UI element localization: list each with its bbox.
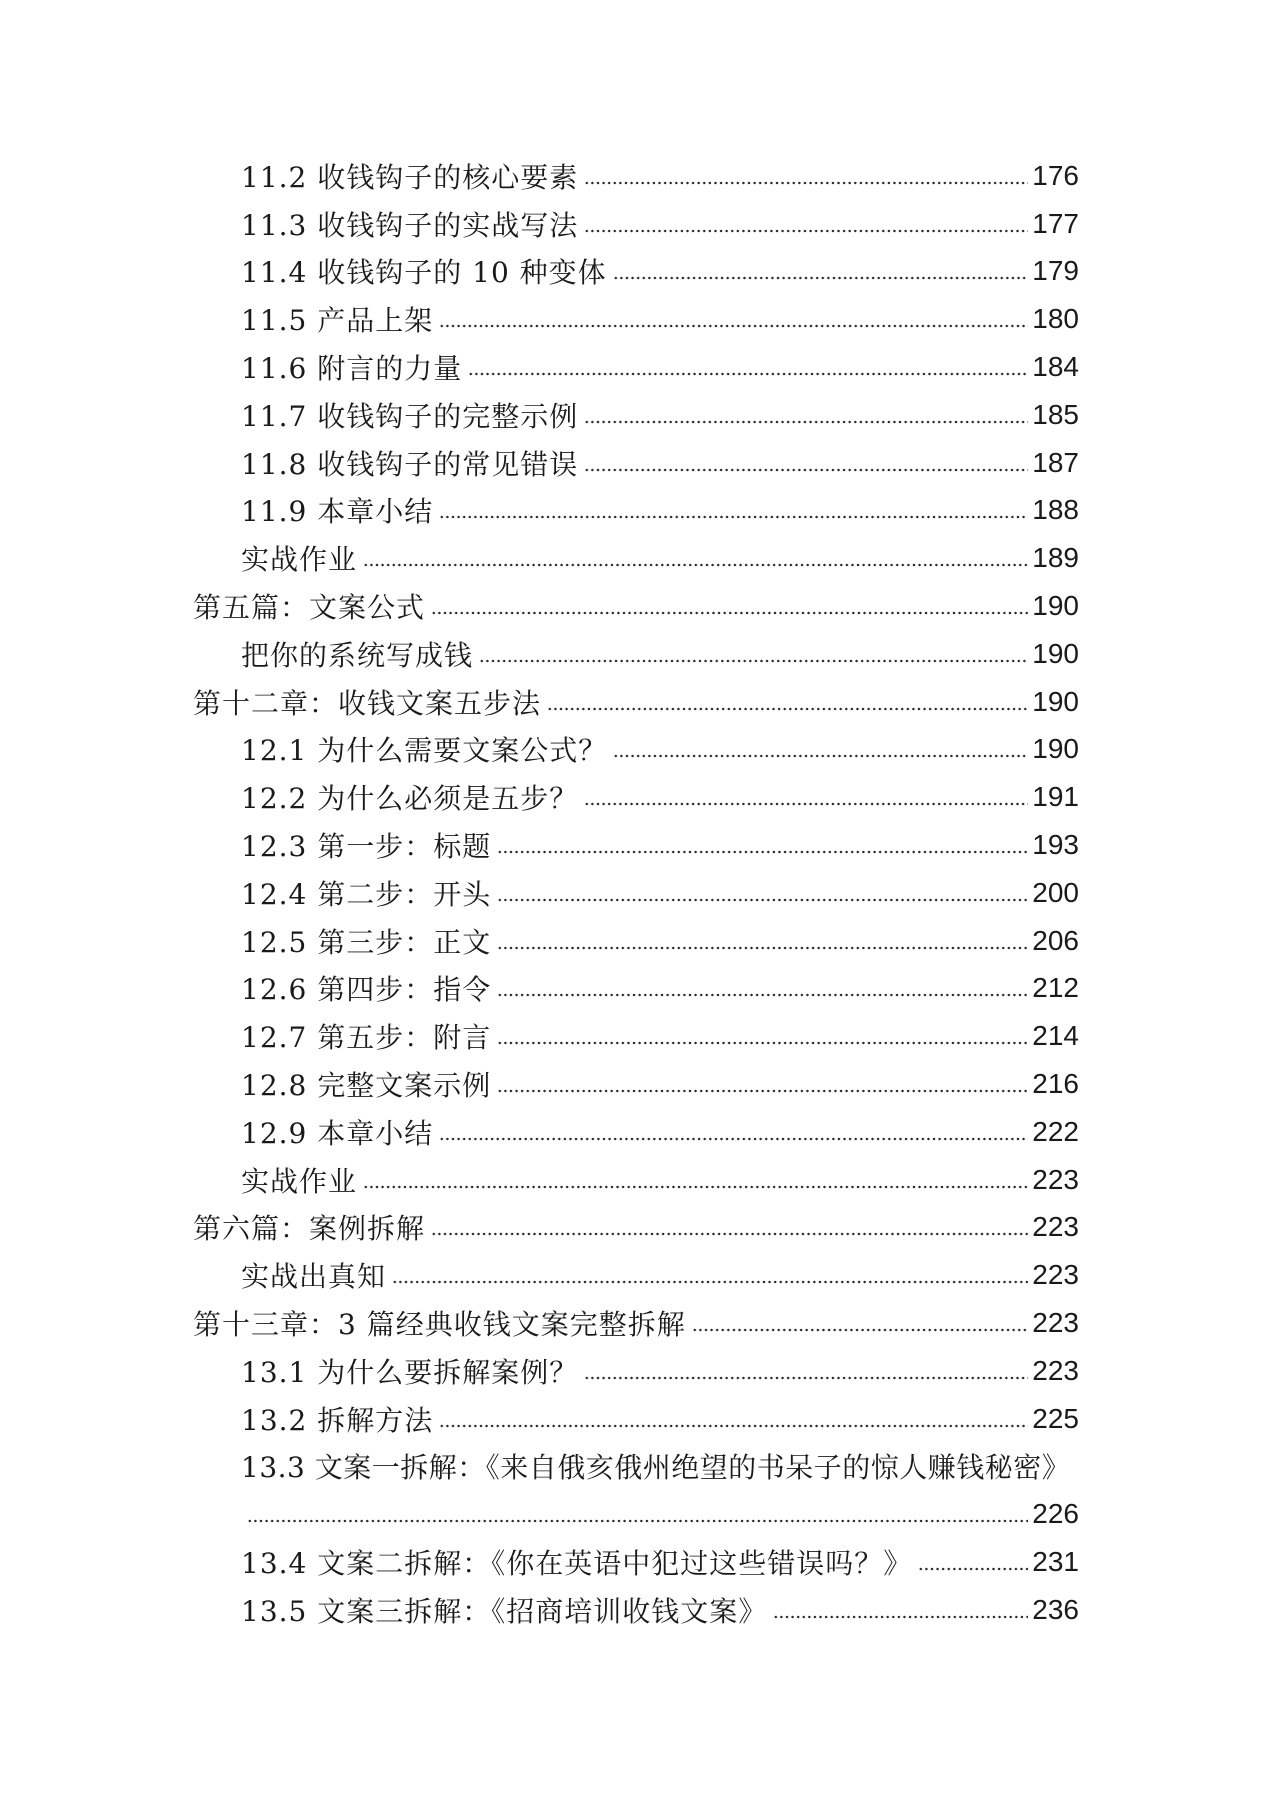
toc-entry-page-number: 190 bbox=[1032, 590, 1079, 622]
toc-entry-line bbox=[241, 1586, 1079, 1634]
toc-entry-line bbox=[241, 1443, 1079, 1491]
toc-entry[interactable] bbox=[0, 248, 1273, 296]
toc-entry[interactable] bbox=[0, 1443, 1273, 1539]
toc-entry[interactable] bbox=[0, 630, 1273, 678]
toc-entry[interactable] bbox=[0, 534, 1273, 582]
toc-entry-title: 11.8 收钱钩子的常见错误 bbox=[241, 447, 579, 481]
dot-leader bbox=[479, 659, 1028, 663]
toc-entry-page-number: 212 bbox=[1032, 972, 1079, 1004]
toc-entry-line bbox=[241, 200, 1079, 248]
dot-leader bbox=[439, 515, 1028, 519]
dot-leader bbox=[497, 946, 1028, 950]
toc-entry-title: 12.2 为什么必须是五步？ bbox=[241, 782, 579, 816]
toc-entry-line bbox=[241, 1108, 1079, 1156]
toc-entry-line bbox=[241, 869, 1079, 917]
toc-entry[interactable] bbox=[0, 678, 1273, 726]
toc-entry-page-number: 187 bbox=[1032, 446, 1079, 478]
toc-entry-page-number: 190 bbox=[1032, 685, 1079, 717]
toc-entry-page-number: 222 bbox=[1032, 1115, 1079, 1147]
dot-leader bbox=[584, 468, 1028, 472]
dot-leader bbox=[431, 1232, 1028, 1236]
toc-entry-line bbox=[241, 726, 1079, 774]
toc-entry-title: 13.1 为什么要拆解案例？ bbox=[241, 1355, 579, 1389]
toc-entry-page-number: 223 bbox=[1032, 1354, 1079, 1386]
toc-entry-page-number: 189 bbox=[1032, 542, 1079, 574]
dot-leader bbox=[773, 1615, 1028, 1619]
toc-entry-title: 12.4 第二步：开头 bbox=[241, 877, 492, 911]
toc-entry-title: 11.4 收钱钩子的 10 种变体 bbox=[241, 256, 607, 290]
toc-entry-line-continued bbox=[241, 1490, 1079, 1538]
toc-entry-title: 12.1 为什么需要文案公式？ bbox=[241, 734, 608, 768]
toc-entry-title: 实战作业 bbox=[241, 1164, 358, 1198]
toc-entry-title: 11.6 附言的力量 bbox=[241, 352, 463, 386]
dot-leader bbox=[584, 229, 1028, 233]
dot-leader bbox=[247, 1519, 1028, 1523]
toc-entry-line bbox=[193, 678, 1079, 726]
dot-leader bbox=[497, 993, 1028, 997]
dot-leader bbox=[613, 276, 1029, 280]
toc-entry-line bbox=[193, 582, 1079, 630]
toc-entry[interactable] bbox=[0, 726, 1273, 774]
toc-entry-title: 12.6 第四步：指令 bbox=[241, 973, 492, 1007]
dot-leader bbox=[439, 1137, 1028, 1141]
toc-entry-title: 11.5 产品上架 bbox=[241, 304, 434, 338]
toc-entry-title: 第六篇：案例拆解 bbox=[193, 1212, 426, 1246]
toc-entry-line bbox=[241, 1012, 1079, 1060]
toc-entry-line bbox=[241, 773, 1079, 821]
toc-entry-page-number: 176 bbox=[1032, 159, 1079, 191]
toc-entry-page-number: 206 bbox=[1032, 924, 1079, 956]
toc-entry-page-number: 223 bbox=[1032, 1163, 1079, 1195]
toc-entry-title: 第五篇：文案公式 bbox=[193, 591, 426, 625]
toc-entry[interactable] bbox=[0, 343, 1273, 391]
dot-leader bbox=[613, 754, 1028, 758]
toc-entry-title: 11.2 收钱钩子的核心要素 bbox=[241, 160, 579, 194]
toc-entry-title: 实战作业 bbox=[241, 543, 358, 577]
toc-entry-page-number: 185 bbox=[1032, 398, 1079, 430]
toc-entry-page-number: 190 bbox=[1032, 733, 1079, 765]
toc-entry-page-number: 193 bbox=[1032, 829, 1079, 861]
toc-entry-page-number: 190 bbox=[1032, 637, 1079, 669]
toc-entry[interactable] bbox=[0, 821, 1273, 869]
toc-entry-line bbox=[241, 1156, 1079, 1204]
toc-entry-line bbox=[241, 630, 1079, 678]
toc-entry[interactable] bbox=[0, 965, 1273, 1013]
dot-leader bbox=[584, 1376, 1028, 1380]
toc-entry[interactable] bbox=[0, 1395, 1273, 1443]
toc-entry-page-number: 223 bbox=[1032, 1211, 1079, 1243]
toc-entry-line bbox=[241, 343, 1079, 391]
toc-entry[interactable] bbox=[0, 1108, 1273, 1156]
toc-entry-line bbox=[241, 391, 1079, 439]
dot-leader bbox=[363, 563, 1028, 567]
toc-entry-title: 13.3 文案一拆解：《来自俄亥俄州绝望的书呆子的惊人赚钱秘密》 bbox=[241, 1451, 1071, 1485]
toc-entry-line bbox=[241, 152, 1079, 200]
toc-entry-line bbox=[241, 1347, 1079, 1395]
toc-entry[interactable] bbox=[0, 1586, 1273, 1634]
toc-entry-line bbox=[241, 1251, 1079, 1299]
toc-entry-title: 11.3 收钱钩子的实战写法 bbox=[241, 208, 579, 242]
dot-leader bbox=[584, 802, 1028, 806]
toc-entry-page-number: 223 bbox=[1032, 1259, 1079, 1291]
toc-entry-line bbox=[241, 439, 1079, 487]
dot-leader bbox=[497, 898, 1028, 902]
toc-entry-title: 12.8 完整文案示例 bbox=[241, 1069, 492, 1103]
toc-entry-line bbox=[241, 1395, 1079, 1443]
toc-entry[interactable] bbox=[0, 1012, 1273, 1060]
toc-entry-line bbox=[241, 1538, 1079, 1586]
toc-entry[interactable] bbox=[0, 487, 1273, 535]
dot-leader bbox=[392, 1280, 1028, 1284]
toc-entry-line bbox=[241, 295, 1079, 343]
toc-entry-title: 把你的系统写成钱 bbox=[241, 638, 474, 672]
dot-leader bbox=[584, 420, 1028, 424]
toc-entry-title: 11.7 收钱钩子的完整示例 bbox=[241, 399, 579, 433]
toc-entry-line bbox=[193, 1204, 1079, 1252]
toc-entry[interactable] bbox=[0, 295, 1273, 343]
dot-leader bbox=[497, 1041, 1028, 1045]
dot-leader bbox=[468, 372, 1028, 376]
toc-entry-page-number: 179 bbox=[1032, 255, 1079, 287]
toc-entry-page-number: 231 bbox=[1032, 1546, 1079, 1577]
dot-leader bbox=[363, 1185, 1028, 1189]
toc-entry-page-number: 200 bbox=[1032, 876, 1079, 908]
toc-entry-line bbox=[241, 534, 1079, 582]
toc-entry-title: 13.5 文案三拆解：《招商培训收钱文案》 bbox=[241, 1594, 768, 1628]
dot-leader bbox=[497, 850, 1028, 854]
dot-leader bbox=[584, 181, 1028, 185]
dot-leader bbox=[439, 324, 1028, 328]
toc-entry[interactable] bbox=[0, 1347, 1273, 1395]
dot-leader bbox=[547, 707, 1028, 711]
dot-leader bbox=[918, 1567, 1028, 1571]
toc-entry-title: 12.5 第三步：正文 bbox=[241, 925, 492, 959]
toc-entry[interactable] bbox=[0, 391, 1273, 439]
toc-entry-page-number: 225 bbox=[1032, 1402, 1079, 1434]
toc-entry-page-number: 223 bbox=[1032, 1307, 1079, 1339]
toc-entry[interactable] bbox=[0, 869, 1273, 917]
toc-entry-line bbox=[241, 821, 1079, 869]
toc-entry-line bbox=[241, 248, 1079, 296]
toc-entry-page-number: 188 bbox=[1032, 494, 1079, 526]
toc-entry[interactable] bbox=[0, 1156, 1273, 1204]
toc-entry[interactable] bbox=[0, 1538, 1273, 1586]
toc-entry-title: 第十三章：3 篇经典收钱文案完整拆解 bbox=[193, 1308, 686, 1342]
toc-entry-title: 第十二章：收钱文案五步法 bbox=[193, 686, 542, 720]
toc-entry[interactable] bbox=[0, 1204, 1273, 1252]
toc-entry-title: 12.3 第一步：标题 bbox=[241, 830, 492, 864]
toc-entry-page-number: 191 bbox=[1032, 781, 1079, 813]
toc-entry-line bbox=[193, 1299, 1079, 1347]
toc-entry-line bbox=[241, 487, 1079, 535]
toc-entry[interactable] bbox=[0, 582, 1273, 630]
toc-entry-page-number: 216 bbox=[1032, 1068, 1079, 1100]
table-of-contents bbox=[0, 152, 1273, 1634]
toc-entry[interactable] bbox=[0, 439, 1273, 487]
toc-entry[interactable] bbox=[0, 917, 1273, 965]
toc-entry[interactable] bbox=[0, 1299, 1273, 1347]
toc-entry-title: 12.9 本章小结 bbox=[241, 1116, 434, 1150]
dot-leader bbox=[497, 1089, 1028, 1093]
toc-entry[interactable] bbox=[0, 152, 1273, 200]
toc-entry-title: 12.7 第五步：附言 bbox=[241, 1021, 492, 1055]
toc-entry-line bbox=[241, 1060, 1079, 1108]
toc-entry-page-number: 236 bbox=[1032, 1593, 1079, 1625]
toc-entry-page-number: 177 bbox=[1032, 207, 1079, 239]
toc-entry-page-number: 184 bbox=[1032, 351, 1079, 383]
dot-leader bbox=[431, 611, 1028, 615]
toc-entry[interactable] bbox=[0, 1060, 1273, 1108]
toc-entry-page-number: 226 bbox=[1032, 1498, 1079, 1530]
toc-entry-title: 实战出真知 bbox=[241, 1260, 387, 1294]
toc-entry-page-number: 214 bbox=[1032, 1020, 1079, 1052]
toc-entry[interactable] bbox=[0, 200, 1273, 248]
toc-entry-line bbox=[241, 965, 1079, 1013]
toc-entry-line bbox=[241, 917, 1079, 965]
toc-entry-title: 11.9 本章小结 bbox=[241, 495, 434, 529]
toc-entry[interactable] bbox=[0, 773, 1273, 821]
dot-leader bbox=[692, 1328, 1029, 1332]
toc-entry-title: 13.2 拆解方法 bbox=[241, 1403, 434, 1437]
dot-leader bbox=[439, 1424, 1028, 1428]
toc-entry[interactable] bbox=[0, 1251, 1273, 1299]
toc-entry-page-number: 180 bbox=[1032, 303, 1079, 335]
toc-entry-title: 13.4 文案二拆解：《你在英语中犯过这些错误吗？》 bbox=[241, 1547, 913, 1580]
